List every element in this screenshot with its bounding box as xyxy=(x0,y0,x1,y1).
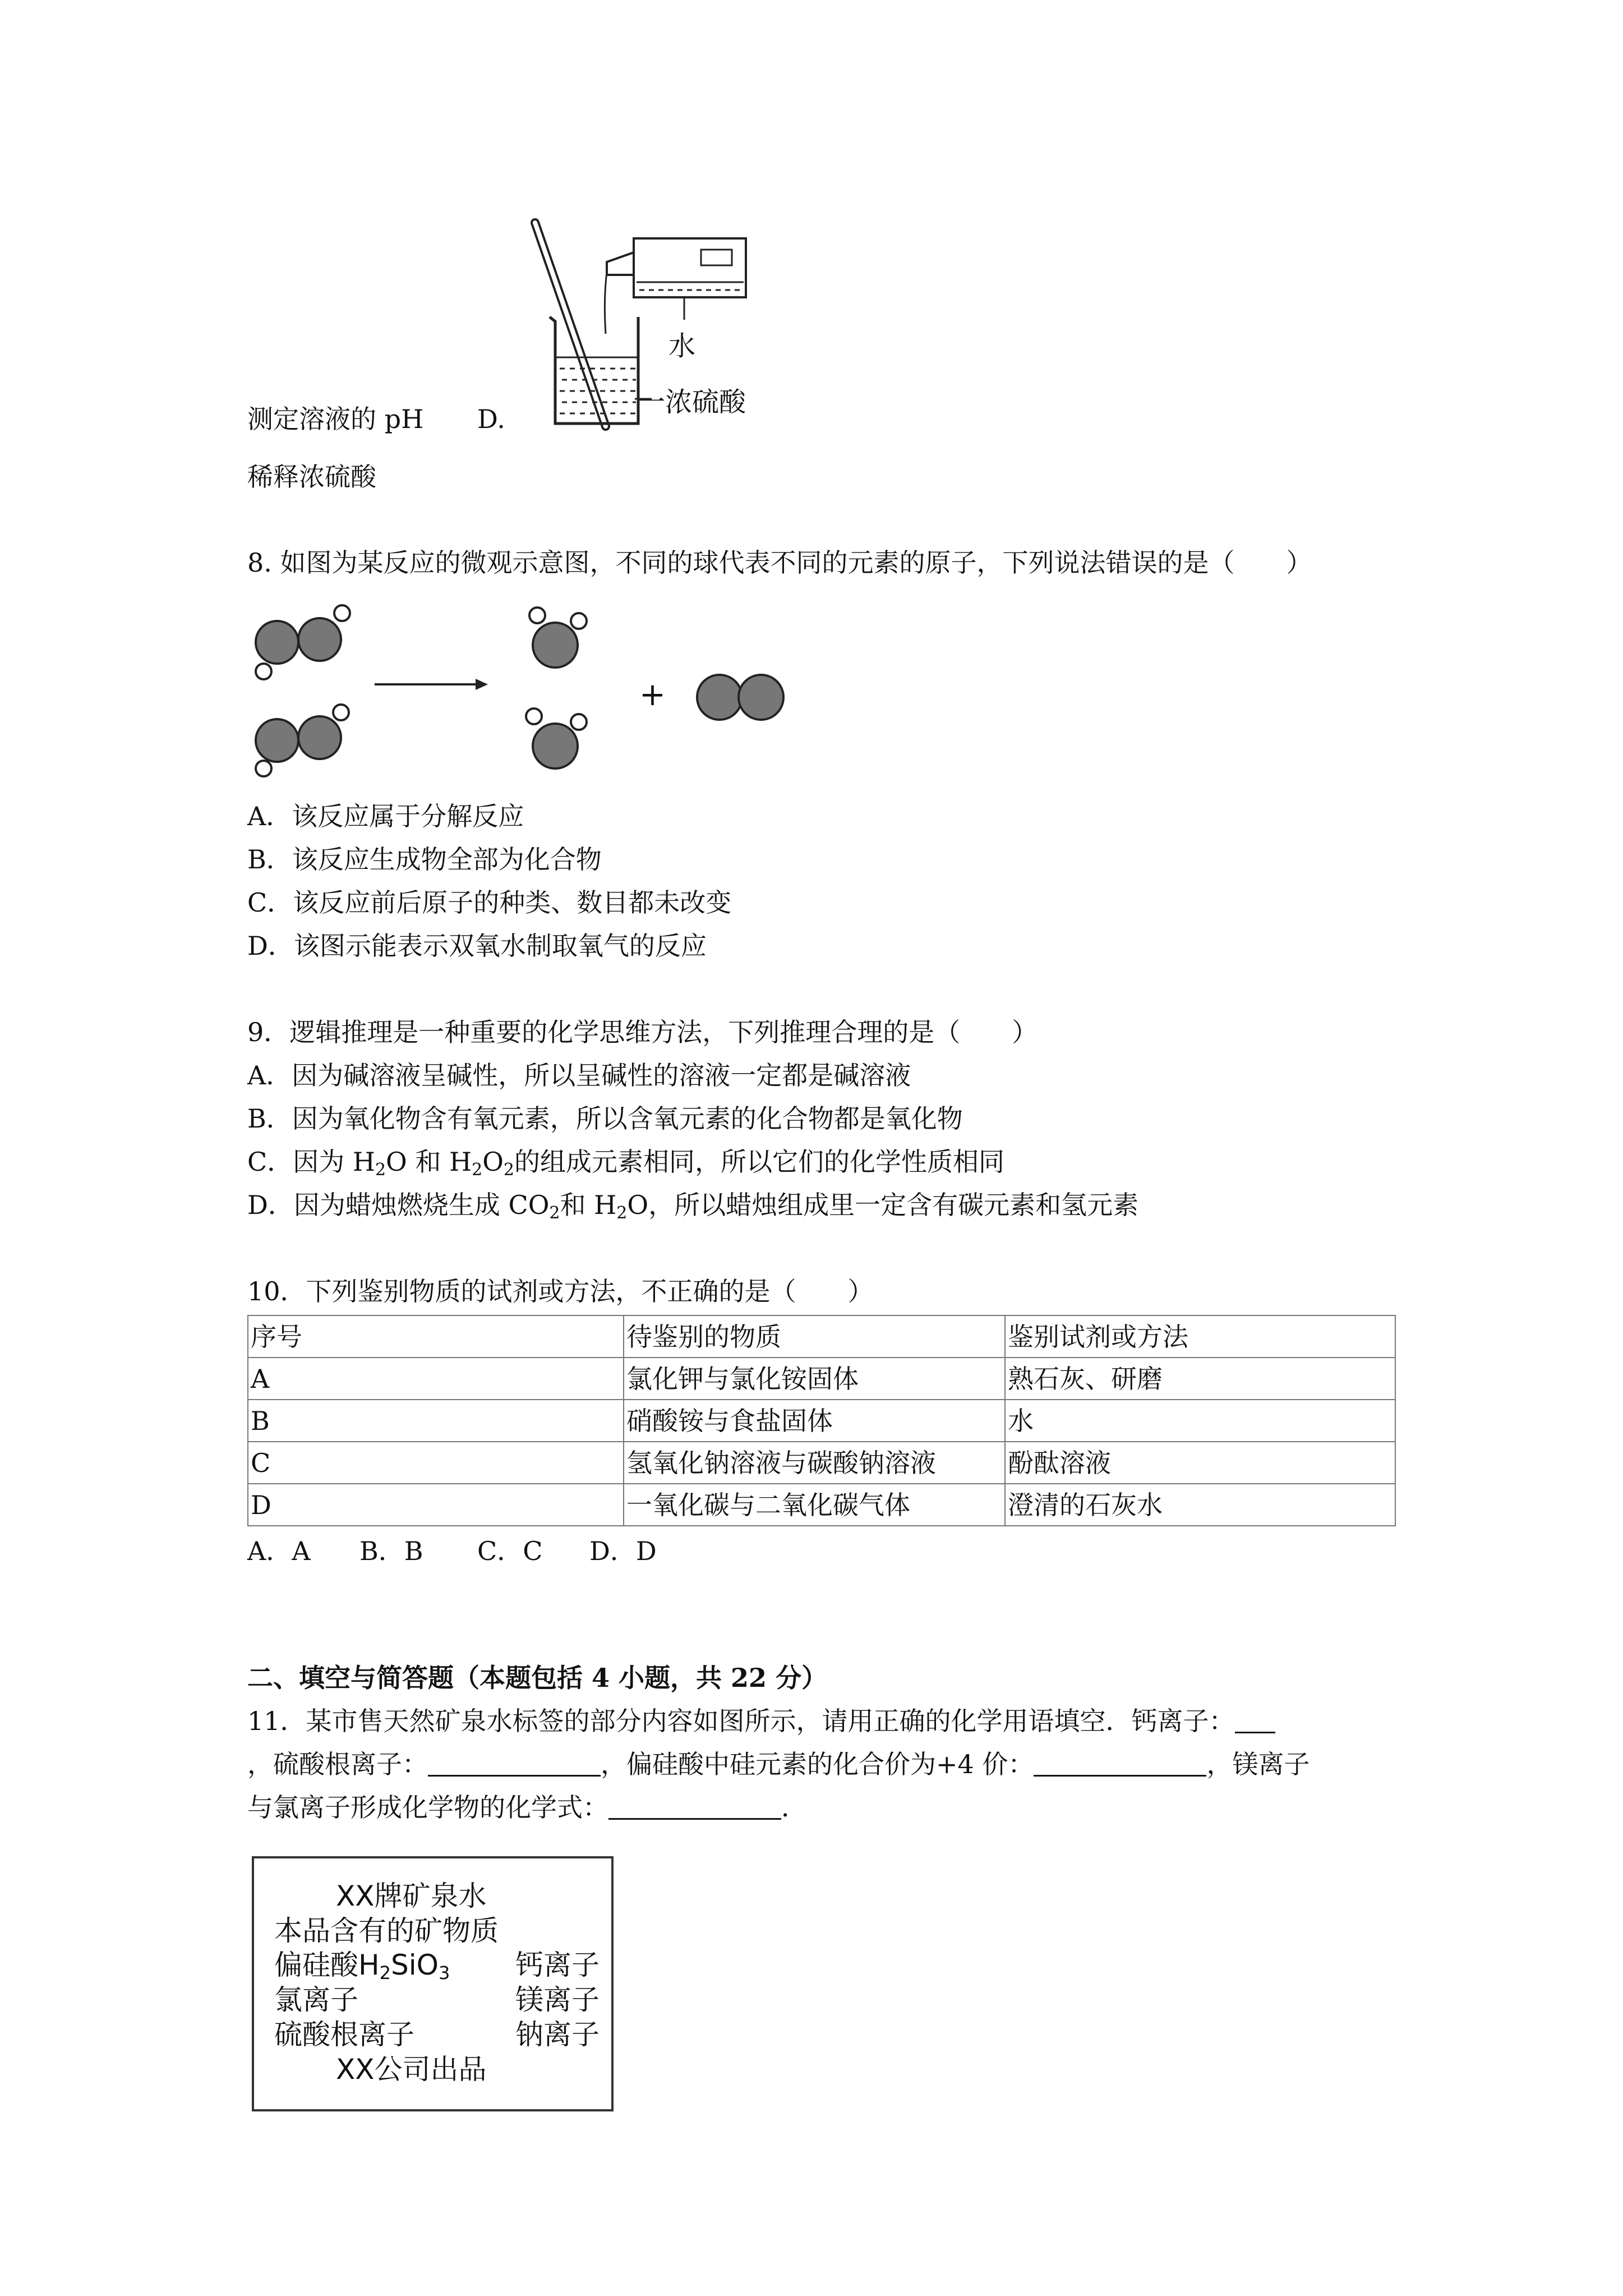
table-cell: A xyxy=(248,1358,624,1400)
q9-option-a: A．因为碱溶液呈碱性，所以呈碱性的溶液一定都是碱溶液 xyxy=(247,1060,911,1091)
label-left-2: 氯离子 xyxy=(274,1984,358,2016)
answer-blank[interactable] xyxy=(608,1796,781,1820)
table-header-cell: 序号 xyxy=(248,1315,624,1358)
table-cell: 氢氧化钠溶液与碳酸钠溶液 xyxy=(624,1442,1005,1484)
table-header-row xyxy=(248,1315,1395,1358)
section-heading: 二、填空与简答题（本题包括 4 小题，共 22 分） xyxy=(247,1663,828,1693)
q10-stem: 10．下列鉴别物质的试剂或方法，不正确的是（ ） xyxy=(247,1276,874,1306)
plus-sign: + xyxy=(639,677,666,713)
q10-choice-b: B．B xyxy=(359,1536,423,1566)
q9-option-d: D．因为蜡烛燃烧生成 $CO_2$和 $H_2O$，所以蜡烛组成里一定含有碳元素和氢元素 xyxy=(247,1190,1139,1223)
table-header-cell: 待鉴别的物质 xyxy=(624,1315,1005,1358)
table-row xyxy=(248,1484,1395,1526)
table-cell: 一氧化碳与二氧化碳气体 xyxy=(624,1484,1005,1526)
beaker xyxy=(550,317,638,424)
table-cell: 澄清的石灰水 xyxy=(1005,1484,1395,1526)
table-cell: C xyxy=(248,1442,624,1484)
answer-blank[interactable] xyxy=(1235,1709,1275,1733)
table-cell: 熟石灰、研磨 xyxy=(1005,1358,1395,1400)
table-cell: D xyxy=(248,1484,624,1526)
bottle-label xyxy=(701,250,732,265)
fig-water-label: 水 xyxy=(668,330,696,362)
q8-option-a: A．该反应属于分解反应 xyxy=(247,801,524,831)
table-row xyxy=(248,1400,1395,1442)
q11-line-3: 与氯离子形成化学物的化学式： ． xyxy=(247,1792,807,1823)
table-cell: 水 xyxy=(1005,1400,1395,1442)
table-header-cell: 鉴别试剂或方法 xyxy=(1005,1315,1395,1358)
q7-option-d-caption: 稀释浓硫酸 xyxy=(247,462,376,492)
q8-option-c: C．该反应前后原子的种类、数目都未改变 xyxy=(247,887,732,918)
q8-stem: 8. 如图为某反应的微观示意图，不同的球代表不同的元素的原子，下列说法错误的是（ ） xyxy=(247,547,1312,578)
label-left-3: 硫酸根离子 xyxy=(274,2018,414,2051)
label-right-2: 镁离子 xyxy=(515,1984,600,2016)
q9-stem: 9．逻辑推理是一种重要的化学思维方法，下列推理合理的是（ ） xyxy=(247,1017,1038,1047)
fig-acid-label: 一浓硫酸 xyxy=(638,386,746,418)
q7-option-d-letter: D. xyxy=(477,404,505,434)
label-left-1: 偏硅酸$H_2SiO_3$ xyxy=(274,1949,450,1984)
table-row xyxy=(248,1358,1395,1400)
q8-option-b: B．该反应生成物全部为化合物 xyxy=(247,844,602,875)
label-right-3: 钠离子 xyxy=(515,2018,600,2051)
label-subtitle: 本品含有的矿物质 xyxy=(274,1915,499,1947)
answer-blank[interactable] xyxy=(1034,1752,1206,1777)
table-cell: 硝酸铵与食盐固体 xyxy=(624,1400,1005,1442)
q10-table xyxy=(247,1315,1396,1526)
q10-choice-a: A．A xyxy=(247,1536,311,1566)
q9-option-b: B．因为氧化物含有氧元素，所以含氧元素的化合物都是氧化物 xyxy=(247,1103,963,1134)
reaction-diagram xyxy=(247,597,796,788)
q11-line-1: 11．某市售天然矿泉水标签的部分内容如图所示，请用正确的化学用语填空．钙离子： xyxy=(247,1708,1275,1734)
q7-option-c-caption: 测定溶液的 pH xyxy=(247,404,424,434)
q9-option-c: C．因为 $H_2O$ 和 $H_2O_2$的组成元素相同，所以它们的化学性质相同 xyxy=(247,1147,1005,1180)
answer-blank[interactable] xyxy=(428,1752,601,1777)
table-cell: B xyxy=(248,1400,624,1442)
mineral-water-label xyxy=(252,1856,614,2111)
label-right-1: 钙离子 xyxy=(515,1949,600,1981)
reagent-bottle xyxy=(607,252,634,275)
label-footer: XX公司出品 xyxy=(336,2053,487,2086)
q11-line-2: ，硫酸根离子： ，偏硅酸中硅元素的化合价为+4 价： ，镁离子 xyxy=(247,1749,1310,1779)
label-title: XX牌矿泉水 xyxy=(336,1880,487,1912)
table-cell: 酚酞溶液 xyxy=(1005,1442,1395,1484)
q10-choice-c: C．C xyxy=(477,1536,543,1566)
q10-choice-d: D．D xyxy=(589,1536,657,1566)
dilution-figure xyxy=(522,216,780,440)
table-cell: 氯化钾与氯化铵固体 xyxy=(624,1358,1005,1400)
q8-option-d: D．该图示能表示双氧水制取氧气的反应 xyxy=(247,931,707,961)
table-row xyxy=(248,1442,1395,1484)
